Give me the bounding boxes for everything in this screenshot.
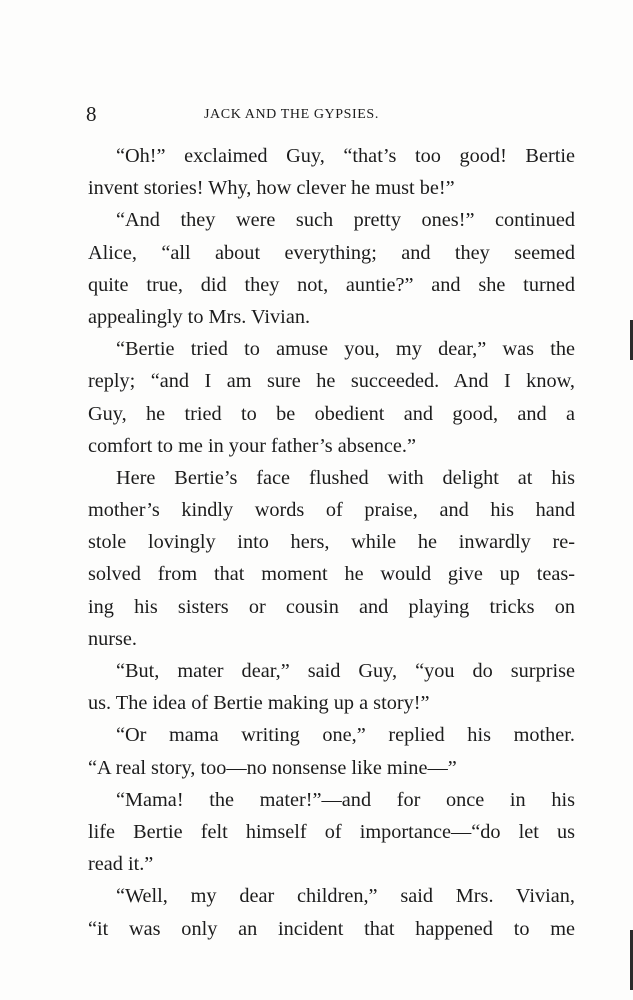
text-line: ing his sisters or cousin and playing tricks on bbox=[88, 595, 575, 618]
page-number: 8 bbox=[86, 102, 97, 126]
page-header bbox=[86, 101, 576, 127]
text-line: mother’s kindly words of praise, and his hand bbox=[88, 499, 575, 522]
text-line: reply; “and I am sure he succeeded. And I know, bbox=[88, 370, 575, 393]
text-line: life Bertie felt himself of importance—“do let us bbox=[88, 820, 575, 843]
body-text bbox=[88, 140, 575, 945]
text-line: Guy, he tried to be obedient and good, and a bbox=[88, 402, 575, 425]
text-line: solved from that moment he would give up teas- bbox=[88, 563, 575, 586]
text-line: “Well, my dear children,” said Mrs. Vivian, bbox=[116, 885, 575, 908]
text-line: appealingly to Mrs. Vivian. bbox=[88, 305, 311, 328]
text-line: “But, mater dear,” said Guy, “you do surprise bbox=[116, 660, 575, 682]
text-line: read it.” bbox=[88, 853, 154, 876]
text-line: “A real story, too—no nonsense like mine—” bbox=[88, 756, 457, 779]
text-line: invent stories! Why, how clever he must be!” bbox=[88, 177, 455, 200]
text-line: nurse. bbox=[88, 627, 137, 650]
text-line: “it was only an incident that happened to me bbox=[88, 917, 575, 940]
text-line: “And they were such pretty ones!” continued bbox=[116, 209, 575, 232]
text-line: comfort to me in your father’s absence.” bbox=[88, 434, 416, 457]
text-line: “Or mama writing one,” replied his mother. bbox=[116, 724, 575, 747]
text-line: us. The idea of Bertie making up a story!” bbox=[88, 692, 430, 715]
text-line: quite true, did they not, auntie?” and she turned bbox=[88, 273, 575, 296]
text-line: Alice, “all about everything; and they seemed bbox=[88, 241, 575, 264]
text-line: stole lovingly into hers, while he inwardly re- bbox=[88, 531, 575, 554]
text-line: Here Bertie’s face flushed with delight at his bbox=[116, 466, 575, 489]
running-title: JACK AND THE GYPSIES. bbox=[204, 107, 379, 122]
text-line: “Mama! the mater!”—and for once in his bbox=[116, 788, 575, 811]
text-line: “Bertie tried to amuse you, my dear,” was the bbox=[116, 338, 575, 361]
text-line: “Oh!” exclaimed Guy, “that’s too good! Bertie bbox=[116, 145, 575, 167]
